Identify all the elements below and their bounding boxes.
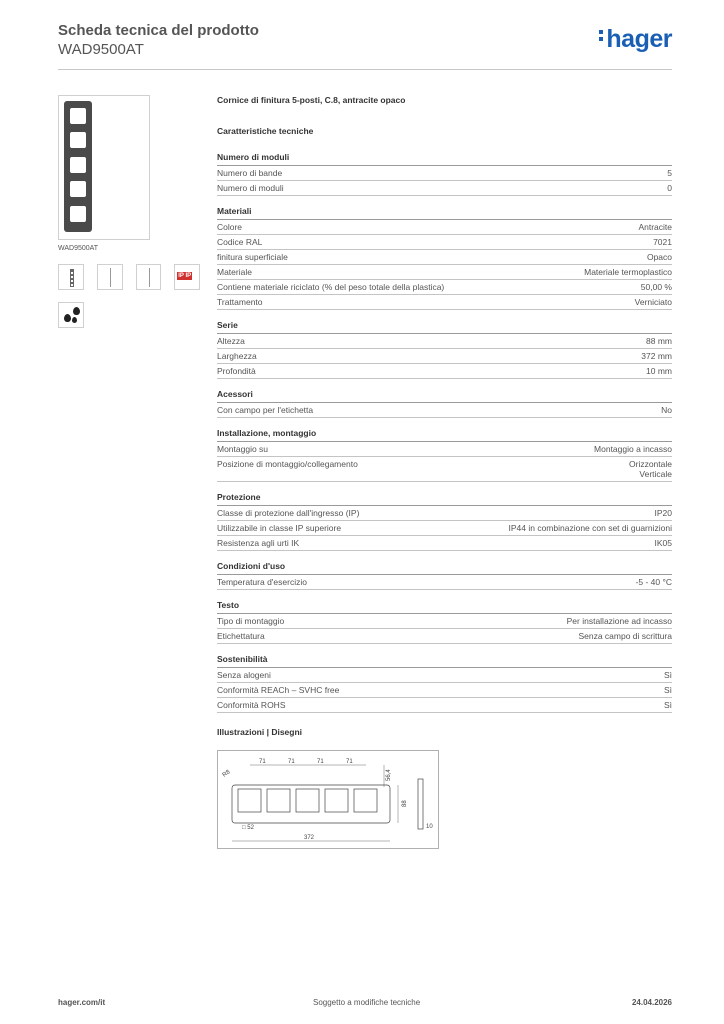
spec-label: Codice RAL (217, 237, 263, 247)
footer-note: Soggetto a modifiche tecniche (313, 998, 421, 1007)
logo-dots-icon (599, 30, 604, 44)
product-image-caption: WAD9500AT (58, 245, 99, 252)
spec-row (217, 403, 672, 418)
spec-label: Classe di protezione dall'ingresso (IP) (217, 508, 360, 518)
spec-section (217, 600, 672, 644)
spec-row (217, 668, 672, 683)
water-drops-icon (58, 302, 84, 328)
spec-row (217, 614, 672, 629)
spec-section (217, 428, 672, 482)
spec-row (217, 280, 672, 295)
spec-value: 10 mm (646, 366, 672, 376)
spec-label: Tipo di montaggio (217, 616, 285, 626)
spec-label: Larghezza (217, 351, 257, 361)
square-label: □ 52 (242, 825, 254, 831)
spec-value: 0 (667, 183, 672, 193)
spec-value: Sì (663, 685, 672, 695)
spec-row (217, 181, 672, 196)
section-title: Condizioni d'uso (217, 561, 672, 575)
footer-date: 24.04.2026 (631, 998, 672, 1007)
spec-label: Conformità REACh – SVHC free (217, 685, 340, 695)
pitch-label-3: 71 (317, 759, 324, 765)
spec-row (217, 250, 672, 265)
ip-rating-icon: IP IP (174, 264, 200, 290)
spec-row (217, 364, 672, 379)
spec-label: Utilizzabile in classe IP superiore (217, 523, 342, 533)
spec-row (217, 698, 672, 713)
spec-row (217, 629, 672, 644)
spec-label: Resistenza agli urti IK (217, 538, 300, 548)
product-code: WAD9500AT (58, 41, 144, 58)
spec-label: Temperatura d'esercizio (217, 577, 307, 587)
spec-row (217, 349, 672, 364)
spec-value: IK05 (654, 538, 672, 548)
spec-label: Posizione di montaggio/collegamento (217, 459, 358, 469)
spec-label: Conformità ROHS (217, 700, 286, 710)
spec-row (217, 575, 672, 590)
section-title: Installazione, montaggio (217, 428, 672, 442)
spec-row (217, 536, 672, 551)
spec-value: IP20 (654, 508, 672, 518)
spec-section (217, 320, 672, 379)
section-title: Serie (217, 320, 672, 334)
page-header (58, 22, 672, 70)
pitch-label-1: 71 (259, 759, 266, 765)
website-link[interactable]: hager.com/it (58, 998, 106, 1007)
section-title: Sostenibilità (217, 654, 672, 668)
spec-value: Sì (663, 700, 672, 710)
spec-row (217, 521, 672, 536)
spec-label: finitura superficiale (217, 252, 288, 262)
spec-row (217, 442, 672, 457)
spec-label: Materiale (217, 267, 252, 277)
depth-label: 10 (426, 824, 433, 830)
spec-label: Trattamento (217, 297, 263, 307)
pitch-label-4: 71 (346, 759, 353, 765)
spec-value: Senza campo di scrittura (578, 631, 672, 641)
spec-value: Sì (663, 670, 672, 680)
spec-section (217, 561, 672, 590)
spec-section (217, 654, 672, 713)
spec-label: Montaggio su (217, 444, 269, 454)
spec-label: Profondità (217, 366, 256, 376)
hager-logo: hager (599, 25, 672, 54)
document-title: Scheda tecnica del prodotto (58, 22, 259, 39)
spec-value: No (661, 405, 672, 415)
feature-icons (58, 264, 200, 290)
section-title: Protezione (217, 492, 672, 506)
spec-value: Verniciato (634, 297, 672, 307)
spec-row (217, 334, 672, 349)
frame-illustration (64, 101, 92, 232)
spec-label: Con campo per l'etichetta (217, 405, 314, 415)
spec-label: Colore (217, 222, 243, 232)
spec-value: IP44 in combinazione con set di guarnizioni (508, 523, 672, 533)
spec-value: Per installazione ad incasso (566, 616, 672, 626)
spec-label: Numero di bande (217, 168, 283, 178)
spec-sections (217, 152, 672, 713)
radius-label: R8 (221, 769, 232, 779)
spec-row (217, 295, 672, 310)
width-label: 372 (304, 835, 315, 841)
spec-row (217, 265, 672, 280)
spec-value: 7021 (653, 237, 672, 247)
spec-row (217, 457, 672, 482)
single-line-icon (97, 264, 123, 290)
pitch-label-2: 71 (288, 759, 295, 765)
technical-sheet (217, 95, 672, 737)
spec-label: Contiene materiale riciclato (% del peso totale della plastica) (217, 282, 445, 292)
spec-row (217, 166, 672, 181)
spec-value: Antracite (638, 222, 672, 232)
dimension-svg (218, 751, 440, 850)
spec-value: 372 mm (641, 351, 672, 361)
outer-height-label: 56,4 (386, 769, 392, 781)
spec-value: -5 - 40 °C (635, 577, 672, 587)
product-media (58, 95, 200, 328)
spec-label: Etichettatura (217, 631, 265, 641)
spec-row (217, 683, 672, 698)
vertical-frame-icon (58, 264, 84, 290)
spec-value: 5 (667, 168, 672, 178)
spec-section (217, 152, 672, 196)
spec-value: 50,00 % (640, 282, 672, 292)
spec-label: Numero di moduli (217, 183, 284, 193)
spec-label: Altezza (217, 336, 245, 346)
product-image (58, 95, 150, 240)
spec-value: 88 mm (646, 336, 672, 346)
height-label: 88 (402, 800, 408, 807)
section-title: Materiali (217, 206, 672, 220)
spec-row (217, 506, 672, 521)
spec-value: Orizzontale Verticale (629, 459, 672, 479)
spec-label: Senza alogeni (217, 670, 271, 680)
spec-section (217, 389, 672, 418)
dimension-drawing (217, 750, 439, 849)
section-title: Numero di moduli (217, 152, 672, 166)
single-line-icon (136, 264, 162, 290)
section-title: Acessori (217, 389, 672, 403)
section-title: Testo (217, 600, 672, 614)
specs-heading: Caratteristiche tecniche (217, 126, 314, 136)
spec-value: Opaco (646, 252, 672, 262)
spec-value: Montaggio a incasso (594, 444, 672, 454)
spec-value: Materiale termoplastico (584, 267, 672, 277)
spec-section (217, 492, 672, 551)
spec-row (217, 235, 672, 250)
illustrations-heading: Illustrazioni | Disegni (217, 727, 303, 737)
product-description: Cornice di finitura 5-posti, C.8, antracite opaco (217, 95, 406, 105)
spec-section (217, 206, 672, 310)
spec-row (217, 220, 672, 235)
